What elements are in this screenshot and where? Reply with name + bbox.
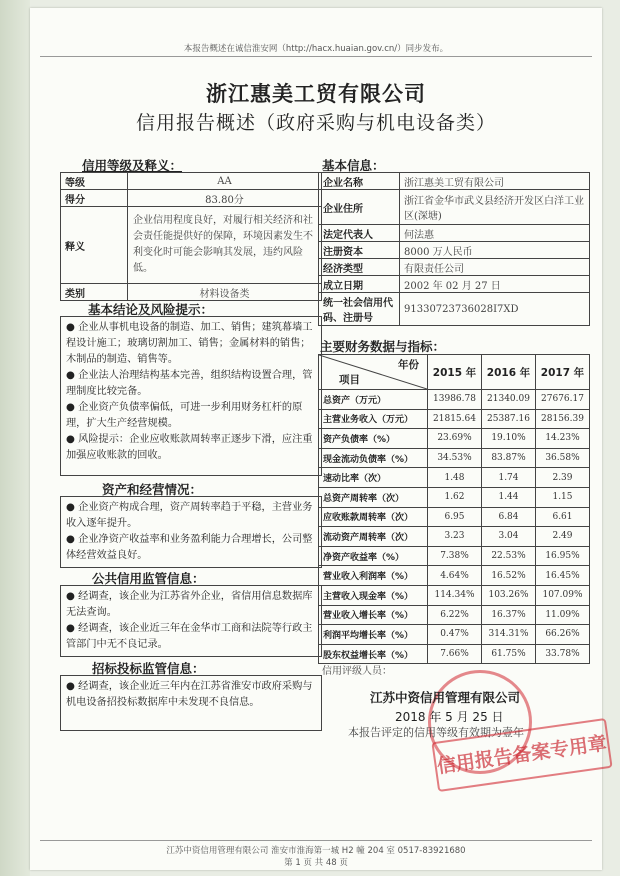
metric-value: 6.95 [428, 507, 482, 527]
metric-value: 1.15 [536, 487, 590, 507]
financial-row [319, 390, 590, 410]
financial-row [319, 585, 590, 605]
corner-top-label: 年份 [398, 359, 419, 371]
metric-name: 利润平均增长率（%） [319, 625, 428, 645]
metric-value: 25387.16 [482, 409, 536, 429]
header-divider [40, 56, 592, 57]
grade-heading: 信用等级及释义： [82, 158, 183, 173]
metric-value: 1.48 [428, 468, 482, 488]
page-number: 第 1 页 共 48 页 [284, 858, 348, 868]
metric-value: 27676.17 [536, 390, 590, 410]
metric-value: 1.74 [482, 468, 536, 488]
info-label: 企业住所 [319, 190, 400, 225]
metric-value: 1.44 [482, 487, 536, 507]
metric-name: 总资产周转率（次） [319, 487, 428, 507]
info-value: 何法惠 [400, 225, 590, 242]
corner-cell [319, 355, 428, 390]
metric-value: 114.34% [428, 585, 482, 605]
assets-item: ● 企业资产构成合理，资产周转率趋于平稳，主营业务收入逐年提升。 [66, 500, 316, 532]
financial-row [319, 546, 590, 566]
publish-notice: 本报告概述在诚信淮安网（http://hacx.huaian.gov.cn/）同步发布。 [183, 44, 449, 54]
category-value: 材料设备类 [128, 284, 322, 301]
metric-value: 21815.64 [428, 409, 482, 429]
conclusion-item: ● 企业法人治理结构基本完善，组织结构设置合理，管理制度比较完备。 [66, 368, 316, 400]
metric-value: 34.53% [428, 448, 482, 468]
conclusion-item: ● 风险提示：企业应收账款周转率正逐步下滑，应注重加强应收账款的回收。 [66, 432, 316, 464]
financial-row [319, 605, 590, 625]
conclusion-item: ● 企业从事机电设备的制造、加工、销售；建筑幕墙工程设计施工；玻璃切割加工、销售；金属材料的销售；木制品的制造、销售等。 [66, 320, 316, 368]
meaning-label: 释义 [61, 207, 128, 284]
metric-value: 36.58% [536, 448, 590, 468]
conclusion-heading: 基本结论及风险提示： [88, 302, 214, 317]
financial-rows [319, 390, 590, 664]
corner-bottom-label: 项目 [339, 374, 360, 386]
metric-value: 16.37% [482, 605, 536, 625]
metric-value: 13986.78 [428, 390, 482, 410]
report-title: 信用报告概述（政府采购与机电设备类） [135, 112, 496, 134]
validity-note: 本报告评定的信用等级有效期为壹年 [348, 726, 524, 739]
info-value: 8000 万人民币 [400, 242, 590, 259]
scan-edge [0, 0, 30, 876]
financial-table [318, 354, 590, 664]
metric-value: 1.62 [428, 487, 482, 507]
metric-value: 21340.09 [482, 390, 536, 410]
assets-item: ● 企业净资产收益率和业务盈利能力合理增长，公司整体经营效益良好。 [66, 532, 316, 564]
meaning-value: 企业信用程度良好，对履行相关经济和社会责任能提供好的保障，环境因素发生不利变化时可能会影响其发展，违约风险低。 [128, 207, 322, 284]
assets-heading: 资产和经营情况： [102, 482, 203, 497]
metric-value: 11.09% [536, 605, 590, 625]
public-credit-box [60, 585, 322, 657]
financial-row [319, 468, 590, 488]
metric-value: 66.26% [536, 625, 590, 645]
bidding-box [60, 675, 322, 731]
public-credit-heading: 公共信用监管信息： [92, 571, 205, 586]
metric-value: 83.87% [482, 448, 536, 468]
basic-info-table [318, 172, 590, 326]
metric-name: 股东权益增长率（%） [319, 644, 428, 664]
public-credit-item: ● 经调查，该企业近三年在金华市工商和法院等行政主管部门中无不良记录。 [66, 621, 316, 653]
conclusion-item: ● 企业资产负债率偏低，可进一步利用财务杠杆的原理，扩大生产经营规模。 [66, 400, 316, 432]
metric-value: 23.69% [428, 429, 482, 449]
filing-stamp: 信用报告备案专用章 [431, 718, 612, 792]
footer-divider [40, 840, 592, 841]
metric-value: 7.38% [428, 546, 482, 566]
metric-name: 现金流动负债率（%） [319, 448, 428, 468]
info-label: 法定代表人 [319, 225, 400, 242]
metric-value: 107.09% [536, 585, 590, 605]
financial-row [319, 566, 590, 586]
metric-value: 6.61 [536, 507, 590, 527]
financial-row [319, 644, 590, 664]
metric-value: 4.64% [428, 566, 482, 586]
year-header: 2017 年 [536, 355, 590, 390]
metric-value: 33.78% [536, 644, 590, 664]
metric-name: 速动比率（次） [319, 468, 428, 488]
financial-row [319, 448, 590, 468]
info-label: 成立日期 [319, 276, 400, 293]
metric-value: 6.84 [482, 507, 536, 527]
metric-value: 3.23 [428, 527, 482, 547]
category-label: 类别 [61, 284, 128, 301]
financial-row [319, 527, 590, 547]
score-label: 得分 [61, 190, 128, 207]
report-page [30, 8, 609, 870]
financial-row [319, 409, 590, 429]
financial-heading: 主要财务数据与指标： [320, 339, 446, 354]
metric-name: 主营收入现金率（%） [319, 585, 428, 605]
info-label: 统一社会信用代码、注册号 [319, 293, 400, 326]
bidding-item: ● 经调查，该企业近三年内在江苏省淮安市政府采购与机电设备招投标数据库中未发现不良信息。 [66, 679, 316, 711]
level-value: AA [128, 173, 322, 190]
metric-value: 16.45% [536, 566, 590, 586]
metric-value: 28156.39 [536, 409, 590, 429]
metric-value: 6.22% [428, 605, 482, 625]
metric-name: 应收账款周转率（次） [319, 507, 428, 527]
info-value: 浙江惠美工贸有限公司 [400, 173, 590, 190]
metric-name: 营业收入利润率（%） [319, 566, 428, 586]
info-label: 注册资本 [319, 242, 400, 259]
assets-box [60, 496, 322, 568]
rating-date: 2018 年 5 月 25 日 [395, 710, 504, 724]
metric-value: 314.31% [482, 625, 536, 645]
metric-name: 主营业务收入（万元） [319, 409, 428, 429]
year-header: 2015 年 [428, 355, 482, 390]
metric-name: 流动资产周转率（次） [319, 527, 428, 547]
metric-value: 19.10% [482, 429, 536, 449]
year-header: 2016 年 [482, 355, 536, 390]
metric-value: 16.95% [536, 546, 590, 566]
metric-value: 2.49 [536, 527, 590, 547]
metric-value: 2.39 [536, 468, 590, 488]
financial-row [319, 429, 590, 449]
financial-row [319, 507, 590, 527]
rater-label: 信用评级人员： [322, 666, 392, 677]
metric-value: 61.75% [482, 644, 536, 664]
info-value: 91330723736028I7XD [400, 293, 590, 326]
rating-org: 江苏中资信用管理有限公司 [370, 690, 521, 705]
conclusion-box [60, 316, 322, 476]
info-value: 浙江省金华市武义县经济开发区白洋工业区(深塘) [400, 190, 590, 225]
metric-value: 3.04 [482, 527, 536, 547]
grade-table [60, 172, 322, 301]
footer-contact: 江苏中资信用管理有限公司 淮安市淮海第一城 H2 幢 204 室 0517-83921680 [166, 846, 466, 856]
basic-info-heading: 基本信息： [322, 158, 385, 173]
level-label: 等级 [61, 173, 128, 190]
metric-value: 22.53% [482, 546, 536, 566]
metric-name: 总资产（万元） [319, 390, 428, 410]
metric-name: 营业收入增长率（%） [319, 605, 428, 625]
financial-row [319, 625, 590, 645]
info-value: 有限责任公司 [400, 259, 590, 276]
info-label: 经济类型 [319, 259, 400, 276]
metric-name: 净资产收益率（%） [319, 546, 428, 566]
info-label: 企业名称 [319, 173, 400, 190]
public-credit-item: ● 经调查，该企业为江苏省外企业，省信用信息数据库无法查询。 [66, 589, 316, 621]
company-title: 浙江惠美工贸有限公司 [206, 82, 426, 106]
metric-value: 7.66% [428, 644, 482, 664]
metric-value: 16.52% [482, 566, 536, 586]
metric-value: 0.47% [428, 625, 482, 645]
metric-name: 资产负债率（%） [319, 429, 428, 449]
metric-value: 14.23% [536, 429, 590, 449]
info-value: 2002 年 02 月 27 日 [400, 276, 590, 293]
bidding-heading: 招标投标监管信息： [92, 661, 205, 676]
metric-value: 103.26% [482, 585, 536, 605]
financial-row [319, 487, 590, 507]
score-value: 83.80分 [128, 190, 322, 207]
